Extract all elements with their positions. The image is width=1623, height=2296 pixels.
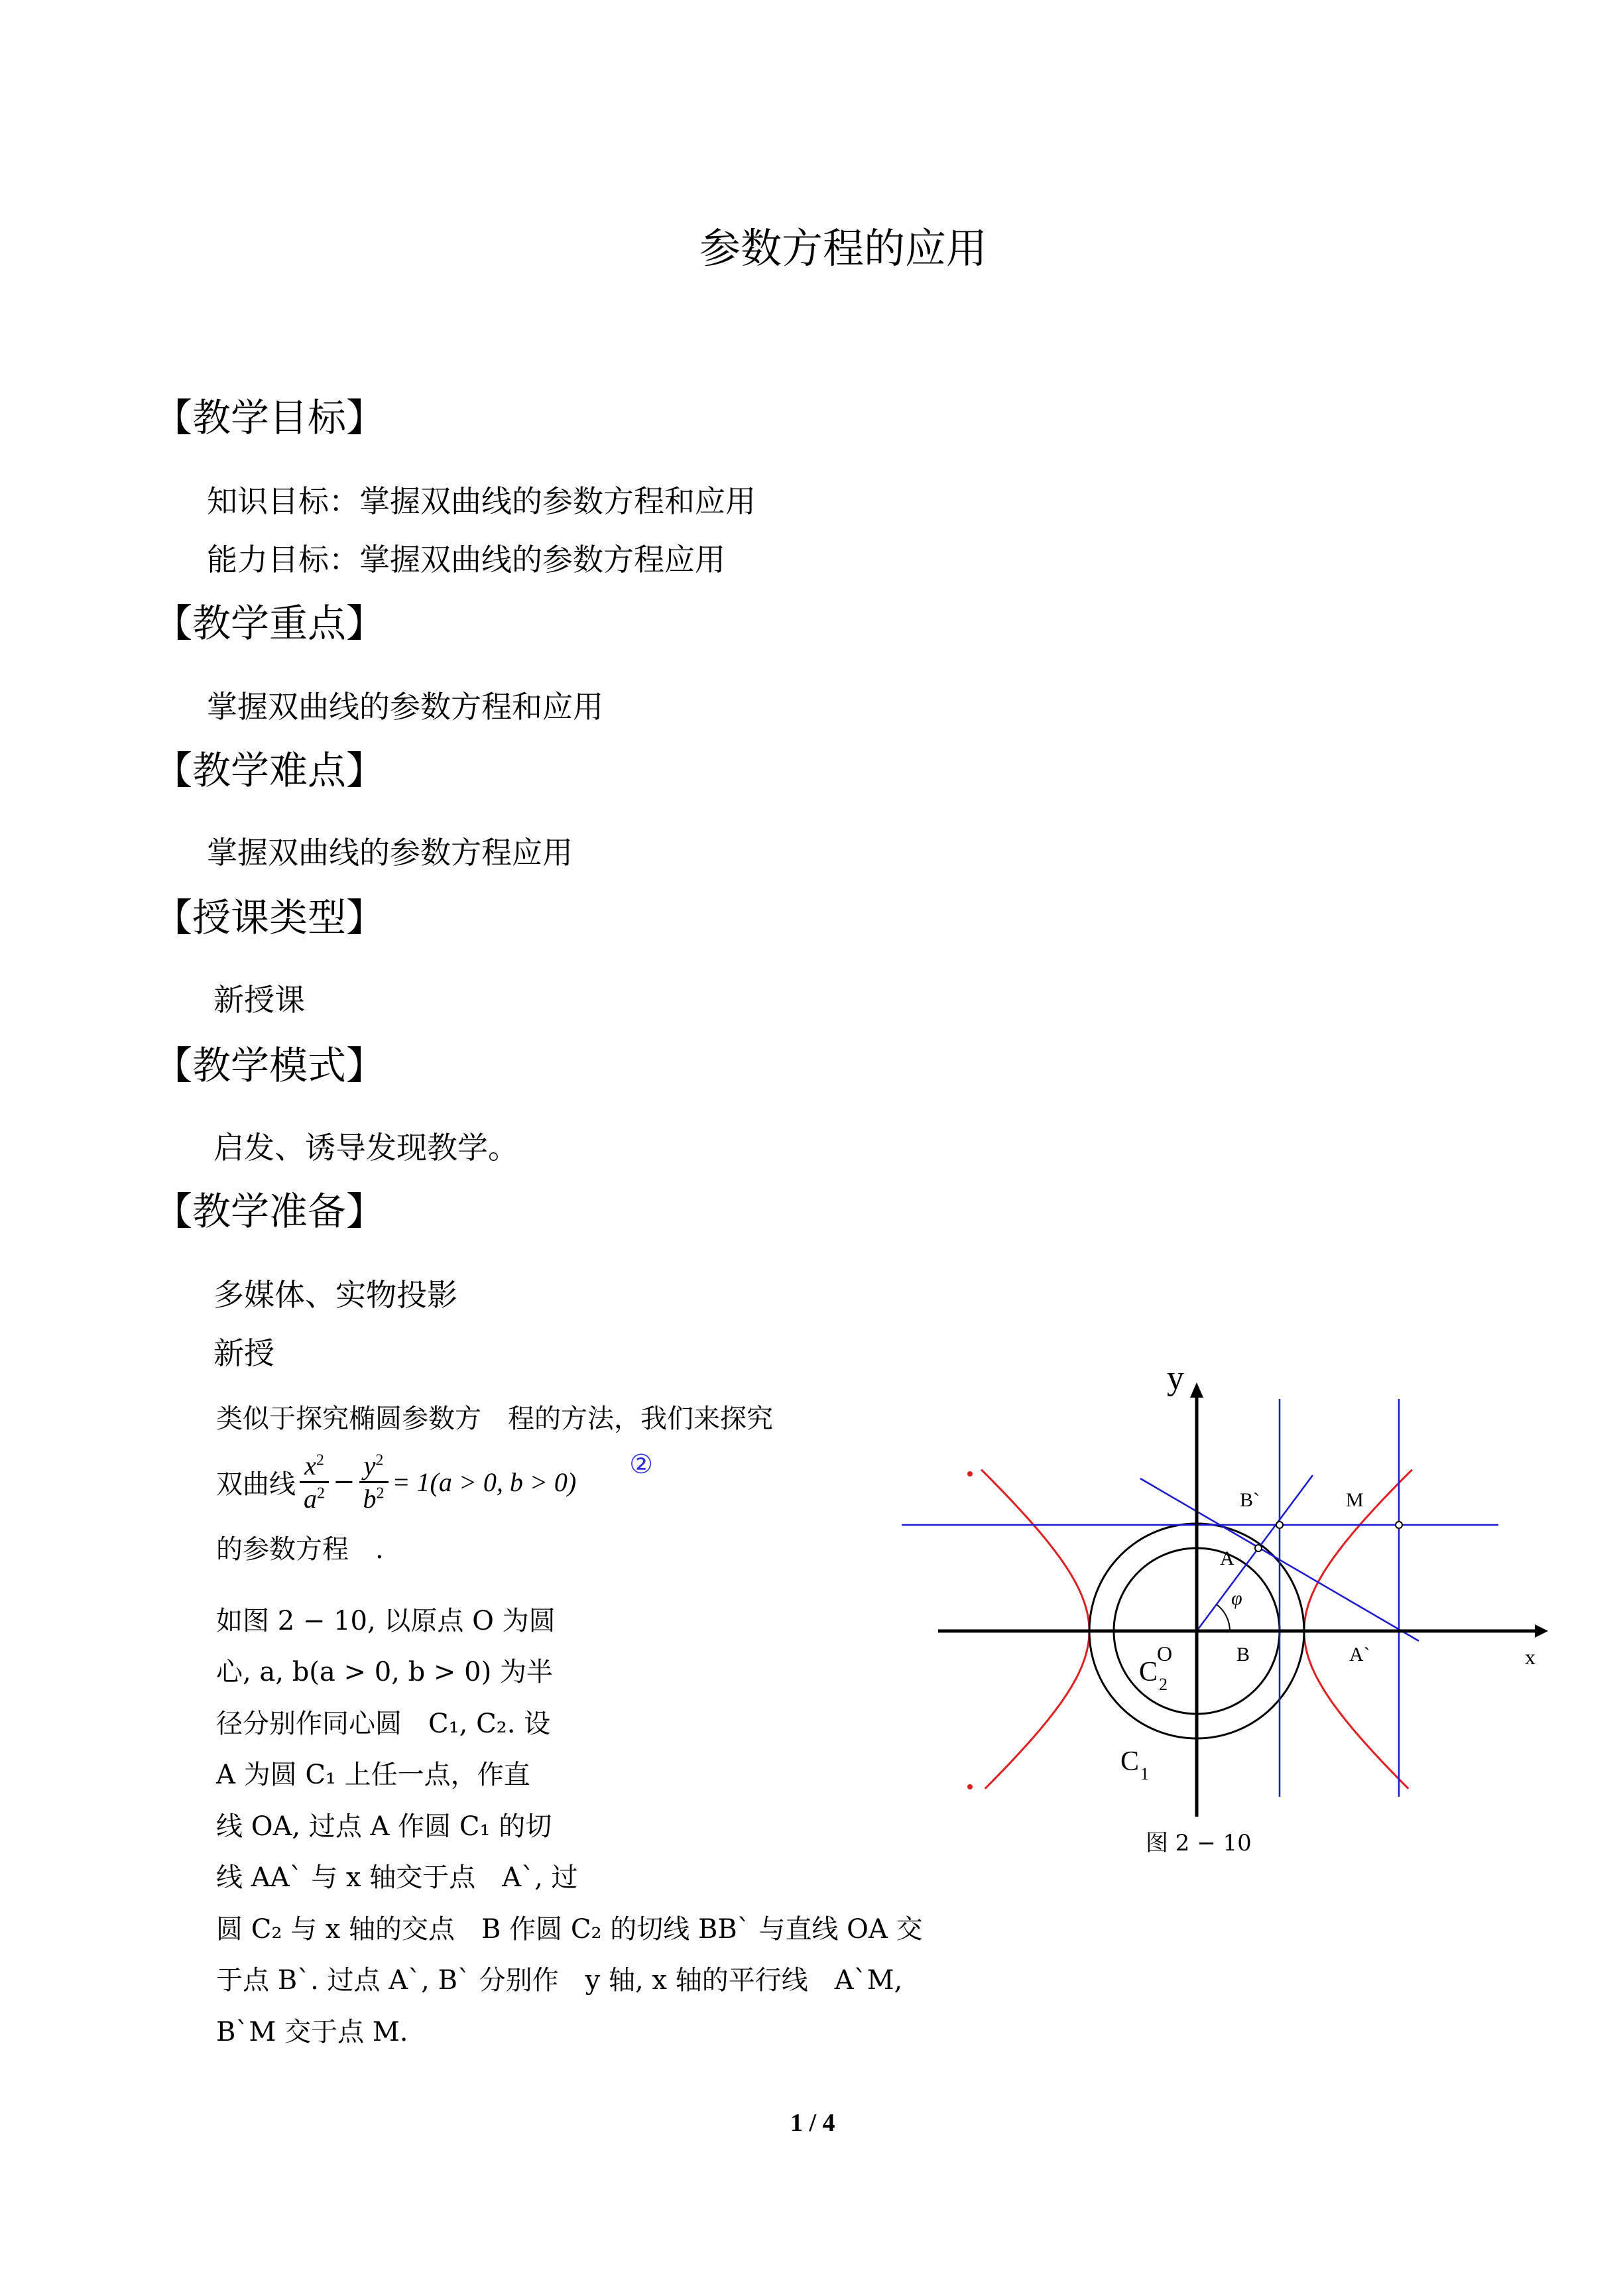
- label-b-prime: B`: [1240, 1489, 1260, 1511]
- section-heading-goals: 【教学目标】: [154, 395, 385, 440]
- label-b: B: [1236, 1644, 1250, 1665]
- label-a: A: [1220, 1547, 1234, 1569]
- lesson-type-line: 新授课: [213, 982, 305, 1018]
- key-points-line: 掌握双曲线的参数方程和应用: [207, 689, 603, 725]
- hyperbola-equation-line: 双曲线 $\frac{x^2}{a^2}$ − $\frac{y^2}{b^2}$ = 1(a > 0, b > 0) ②: [216, 1449, 653, 1514]
- label-c1: $C_1$: [1120, 1746, 1150, 1783]
- eq-b-exp: 2: [376, 1484, 385, 1502]
- label-m: M: [1346, 1489, 1364, 1511]
- point-a: [1255, 1545, 1262, 1551]
- angle-arc: [1217, 1604, 1230, 1631]
- teaching-mode-line: 启发、诱导发现教学。: [213, 1130, 518, 1166]
- section-heading-preparation: 【教学准备】: [154, 1189, 385, 1234]
- y-axis-arrow: [1190, 1382, 1203, 1398]
- eq-x: x: [304, 1450, 316, 1480]
- eq-y: y: [363, 1450, 376, 1480]
- goals-line-knowledge: 知识目标：掌握双曲线的参数方程和应用: [207, 483, 756, 519]
- para-line-4: A 为圆 C₁ 上任一点，作直: [216, 1760, 530, 1790]
- para-line-5: 线 OA, 过点 A 作圆 C₁ 的切: [216, 1811, 552, 1842]
- para-line-3: 径分别作同心圆 C₁, C₂. 设: [216, 1709, 551, 1739]
- label-c2: $C_2$: [1139, 1657, 1168, 1694]
- x-axis-arrow: [1535, 1624, 1548, 1638]
- equation-reference: ②: [629, 1449, 653, 1480]
- goals-line-ability: 能力目标：掌握双曲线的参数方程应用: [207, 542, 725, 577]
- figure-hyperbola-construction: [902, 1359, 1565, 1876]
- preparation-line-media: 多媒体、实物投影: [213, 1277, 457, 1313]
- hyperbola-endpoint: [967, 1784, 973, 1789]
- section-heading-lesson-type: 【授课类型】: [154, 895, 385, 940]
- eq-x-exp: 2: [316, 1451, 324, 1469]
- label-y: y: [1167, 1359, 1184, 1397]
- label-a-prime: A`: [1349, 1644, 1370, 1665]
- fraction-x2-a2: [300, 1450, 329, 1514]
- hyperbola-left-branch: [981, 1470, 1089, 1789]
- para-line-8: 于点 B`. 过点 A`, B` 分别作 y 轴, x 轴的平行线 A`M,: [216, 1965, 903, 1996]
- point-b-prime: [1276, 1522, 1283, 1528]
- eq-a: a: [304, 1483, 317, 1514]
- difficulties-line: 掌握双曲线的参数方程应用: [207, 835, 573, 871]
- eq-a-exp: 2: [317, 1484, 325, 1502]
- eq-b: b: [363, 1483, 377, 1514]
- section-heading-teaching-mode: 【教学模式】: [154, 1043, 385, 1088]
- para-line-9: B`M 交于点 M.: [216, 2017, 408, 2047]
- page-number: 1 / 4: [790, 2109, 835, 2137]
- preparation-line-new: 新授: [213, 1335, 274, 1371]
- point-m: [1396, 1522, 1402, 1528]
- intro-line: 类似于探究椭圆参数方 程的方法，我们来探究: [216, 1404, 773, 1434]
- label-phi: φ: [1231, 1587, 1242, 1609]
- label-origin: O: [1157, 1642, 1173, 1665]
- equation-rhs: = 1(a > 0, b > 0): [392, 1467, 577, 1497]
- section-heading-key-points: 【教学重点】: [154, 601, 385, 646]
- hyperbola-prefix: 双曲线: [216, 1469, 296, 1500]
- page-title: 参数方程的应用: [699, 224, 988, 272]
- label-x: x: [1525, 1645, 1535, 1669]
- para-line-1: 如图 2 − 10, 以原点 O 为圆: [216, 1606, 556, 1636]
- hyperbola-right-branch: [1304, 1470, 1412, 1789]
- para-line-2: 心, a, b(a > 0, b > 0) 为半: [216, 1657, 553, 1687]
- figure-caption: 图 2 − 10: [1146, 1830, 1252, 1856]
- eq-y-exp: 2: [375, 1451, 384, 1469]
- section-heading-difficulties: 【教学难点】: [154, 748, 385, 793]
- para-line-7: 圆 C₂ 与 x 轴的交点 B 作圆 C₂ 的切线 BB` 与直线 OA 交: [216, 1914, 923, 1945]
- para-line-6: 线 AA` 与 x 轴交于点 A`, 过: [216, 1862, 578, 1893]
- intro-line-end: 的参数方程 .: [216, 1534, 384, 1565]
- hyperbola-endpoint: [967, 1471, 973, 1477]
- fraction-y2-b2: [359, 1450, 389, 1514]
